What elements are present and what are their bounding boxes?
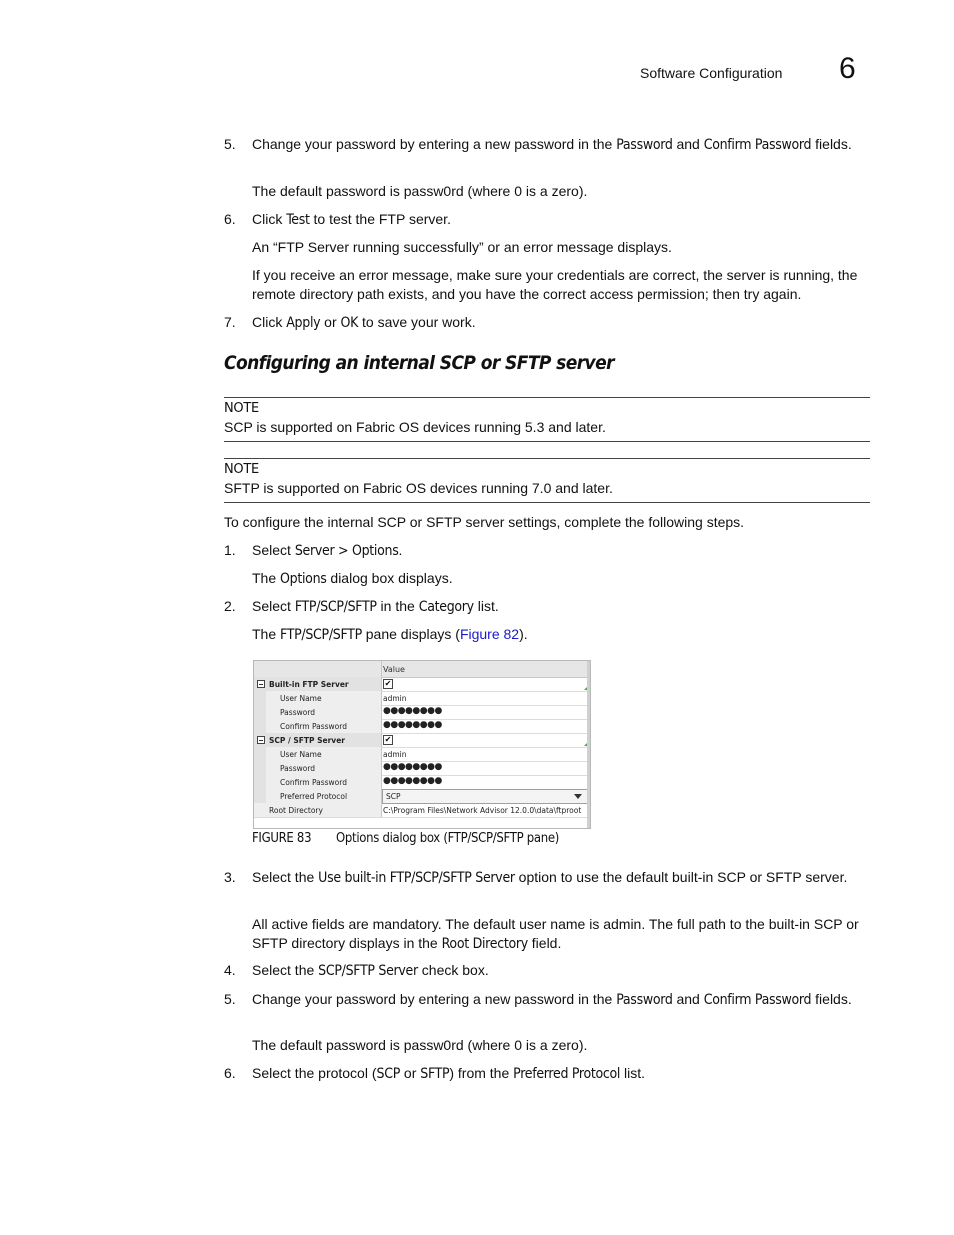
step-text: Select Server > Options. — [252, 542, 403, 559]
step-number: 7. — [224, 314, 236, 330]
step-number: 2. — [224, 598, 236, 614]
options-dialog-figure — [253, 660, 591, 829]
figure-number: FIGURE 83 — [252, 831, 312, 846]
row-scp-password[interactable] — [254, 761, 590, 776]
row-label-cell — [254, 761, 382, 775]
indent — [254, 775, 266, 789]
note-text: SFTP is supported on Fabric OS devices running 7.0 and later. — [224, 480, 613, 496]
default-password-note: The default password is passw0rd (where 0 is a zero). — [252, 1037, 588, 1053]
checkbox-built-in-ftp[interactable]: ✔ — [384, 679, 392, 688]
scp-password-value[interactable]: ●●●●●●●● — [383, 762, 442, 772]
ftp-result-para: An “FTP Server running successfully” or an error message displays. — [252, 239, 672, 255]
row-scp-sftp-server[interactable] — [254, 733, 590, 748]
row-ftp-confirm-password[interactable] — [254, 719, 590, 734]
section-title: Configuring an internal SCP or SFTP server — [224, 352, 614, 374]
preferred-protocol-select[interactable] — [382, 789, 588, 804]
row-label: Root Directory — [269, 806, 323, 815]
step-number: 4. — [224, 962, 236, 978]
row-label: Preferred Protocol — [280, 792, 348, 801]
row-scp-confirm-password[interactable] — [254, 775, 590, 790]
note-text: SCP is supported on Fabric OS devices running 5.3 and later. — [224, 419, 606, 435]
error-message-para: If you receive an error message, make sure your credentials are correct, the server is running, the remote directory path exists, and you have the correct access permission; then try again. — [252, 267, 858, 302]
pane-displays-para: The FTP/SCP/SFTP pane displays (Figure 82). — [252, 626, 528, 643]
step-text: Change your password by entering a new password in the Password and Confirm Password fields. — [252, 136, 852, 153]
step-text: Click Test to test the FTP server. — [252, 211, 451, 228]
indent — [254, 691, 266, 705]
figure-82-link[interactable]: Figure 82 — [459, 626, 520, 642]
row-label: Password — [280, 708, 316, 717]
scp-confirm-password-value[interactable]: ●●●●●●●● — [383, 776, 442, 786]
step-number: 3. — [224, 869, 236, 885]
row-label: SCP / SFTP Server — [269, 736, 345, 745]
note-sftp — [224, 458, 870, 503]
checkbox-scp-sftp[interactable]: ✔ — [384, 735, 392, 744]
step-text: Click Apply or OK to save your work. — [252, 314, 476, 331]
value-column-header: Value — [383, 665, 405, 674]
step-text: Select the Use built-in FTP/SCP/SFTP Server option to use the default built-in SCP or SFTP server. — [252, 869, 848, 886]
step-number: 6. — [224, 211, 236, 227]
row-scp-user-name[interactable] — [254, 747, 590, 762]
note-label: NOTE — [224, 401, 259, 416]
row-label: User Name — [280, 694, 322, 703]
row-label: Password — [280, 764, 316, 773]
indent — [254, 719, 266, 733]
step-number: 5. — [224, 991, 236, 1007]
scp-user-name-value[interactable]: admin — [383, 750, 407, 759]
row-ftp-password[interactable] — [254, 705, 590, 720]
indent — [254, 747, 266, 761]
options-dialog-para: The Options dialog box displays. — [252, 570, 453, 587]
indent — [254, 761, 266, 775]
row-root-directory[interactable] — [254, 803, 590, 818]
step-text: Change your password by entering a new password in the Password and Confirm Password fields. — [252, 991, 852, 1008]
property-table-header — [254, 661, 590, 678]
indent — [254, 705, 266, 719]
step-number: 1. — [224, 542, 236, 558]
step-number: 5. — [224, 136, 236, 152]
row-preferred-protocol[interactable] — [254, 789, 590, 804]
row-ftp-user-name[interactable] — [254, 691, 590, 706]
indent — [254, 789, 266, 803]
chevron-down-icon[interactable] — [574, 794, 582, 799]
default-password-note-top: The default password is passw0rd (where 0 is a zero). — [252, 183, 588, 199]
mandatory-fields-para: All active fields are mandatory. The default user name is admin. The full path to the built-in SCP or SFTP directory displays in the Root Directory field. — [252, 916, 859, 952]
row-label: Confirm Password — [280, 778, 347, 787]
column-separator — [381, 661, 382, 677]
note-scp — [224, 397, 870, 442]
note-label: NOTE — [224, 462, 259, 477]
collapse-icon[interactable] — [257, 736, 265, 744]
row-built-in-ftp-server[interactable] — [254, 677, 590, 692]
intro-paragraph: To configure the internal SCP or SFTP server settings, complete the following steps. — [224, 514, 745, 530]
ftp-password-value[interactable]: ●●●●●●●● — [383, 706, 442, 716]
row-label: Built-in FTP Server — [269, 680, 349, 689]
collapse-icon[interactable] — [257, 680, 265, 688]
figure-caption — [252, 831, 559, 846]
step-text: Select the protocol (SCP or SFTP) from the Preferred Protocol list. — [252, 1065, 646, 1082]
ftp-confirm-password-value[interactable]: ●●●●●●●● — [383, 720, 442, 730]
preferred-protocol-value: SCP — [386, 792, 401, 801]
running-header-title: Software Configuration — [640, 65, 783, 81]
row-label-cell — [254, 705, 382, 719]
step-text: Select FTP/SCP/SFTP in the Category list. — [252, 598, 499, 615]
figure-caption-text: Options dialog box (FTP/SCP/SFTP pane) — [336, 831, 560, 846]
step-number: 6. — [224, 1065, 236, 1081]
chapter-number: 6 — [839, 52, 856, 85]
root-directory-value: C:\Program Files\Network Advisor 12.0.0\data\ftproot — [383, 806, 582, 815]
step-text: Select the SCP/SFTP Server check box. — [252, 962, 489, 979]
row-label: Confirm Password — [280, 722, 347, 731]
figure-right-edge — [587, 661, 590, 828]
ftp-user-name-value[interactable]: admin — [383, 694, 407, 703]
row-label: User Name — [280, 750, 322, 759]
